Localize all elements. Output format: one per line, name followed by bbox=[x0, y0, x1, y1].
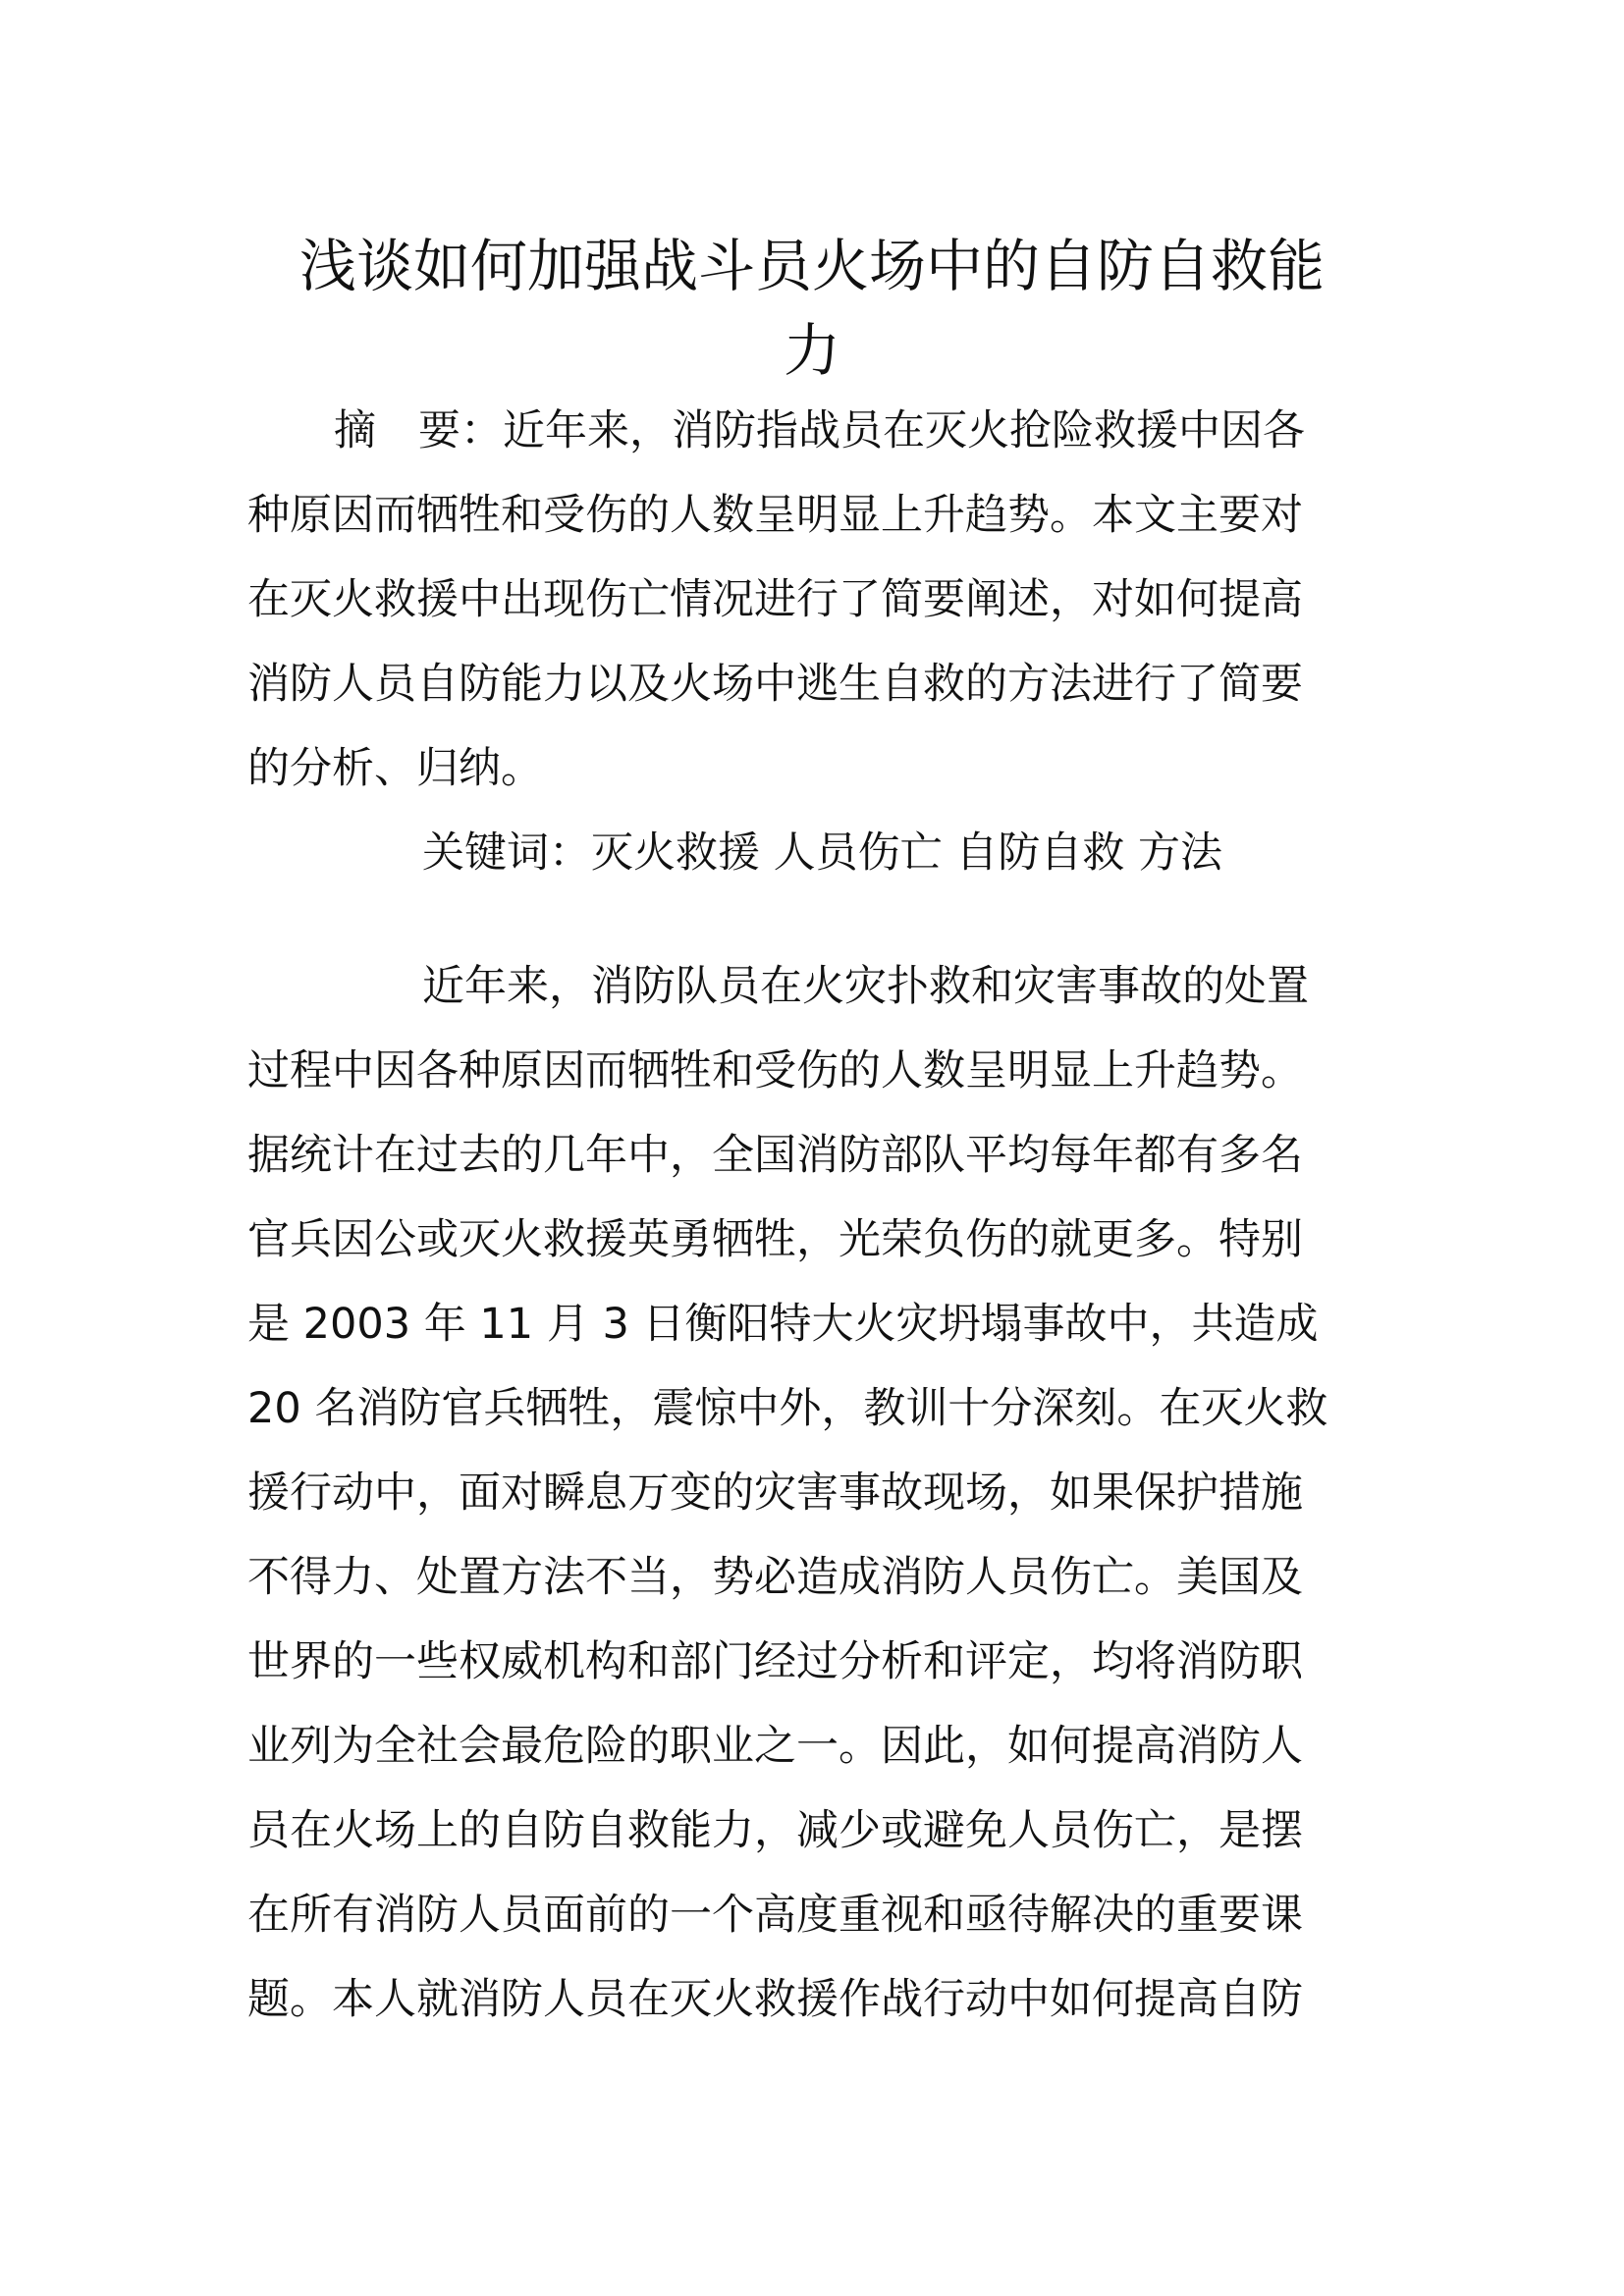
body-line: 近年来，消防队员在火灾扑救和灾害事故的处置 bbox=[422, 962, 1309, 1011]
body-line: 是 2003 年 11 月 3 日衡阳特大火灾坍塌事故中，共造成 bbox=[247, 1300, 1319, 1349]
document-title-line-1: 浅谈如何加强战斗员火场中的自防自救能 bbox=[298, 233, 1325, 299]
abstract-line: 消防人员自防能力以及火场中逃生自救的方法进行了简要 bbox=[247, 660, 1303, 709]
body-line: 过程中因各种原因而牺牲和受伤的人数呈明显上升趋势。 bbox=[247, 1046, 1303, 1095]
body-line: 员在火场上的自防自救能力，减少或避免人员伤亡，是摆 bbox=[247, 1806, 1303, 1855]
body-line: 官兵因公或灭火救援英勇牺牲，光荣负伤的就更多。特别 bbox=[247, 1215, 1303, 1264]
body-line: 题。本人就消防人员在灭火救援作战行动中如何提高自防 bbox=[247, 1975, 1303, 2024]
abstract-line: 摘 要：近年来，消防指战员在灭火抢险救援中因各 bbox=[334, 406, 1305, 455]
body-line: 据统计在过去的几年中，全国消防部队平均每年都有多名 bbox=[247, 1131, 1303, 1180]
body-line: 不得力、处置方法不当，势必造成消防人员伤亡。美国及 bbox=[247, 1553, 1303, 1602]
abstract-line: 在灭火救援中出现伤亡情况进行了简要阐述，对如何提高 bbox=[247, 575, 1303, 624]
body-line: 世界的一些权威机构和部门经过分析和评定，均将消防职 bbox=[247, 1637, 1303, 1686]
body-line: 在所有消防人员面前的一个高度重视和亟待解决的重要课 bbox=[247, 1891, 1303, 1940]
document-title-line-2: 力 bbox=[783, 317, 840, 384]
body-line: 20 名消防官兵牺牲，震惊中外，教训十分深刻。在灭火救 bbox=[247, 1384, 1328, 1433]
abstract-line: 的分析、归纳。 bbox=[247, 744, 543, 793]
keywords-line: 关键词：灭火救援 人员伤亡 自防自救 方法 bbox=[422, 828, 1223, 878]
abstract-line: 种原因而牺牲和受伤的人数呈明显上升趋势。本文主要对 bbox=[247, 491, 1303, 540]
body-line: 业列为全社会最危险的职业之一。因此，如何提高消防人 bbox=[247, 1722, 1303, 1771]
body-line: 援行动中，面对瞬息万变的灾害事故现场，如果保护措施 bbox=[247, 1468, 1303, 1518]
